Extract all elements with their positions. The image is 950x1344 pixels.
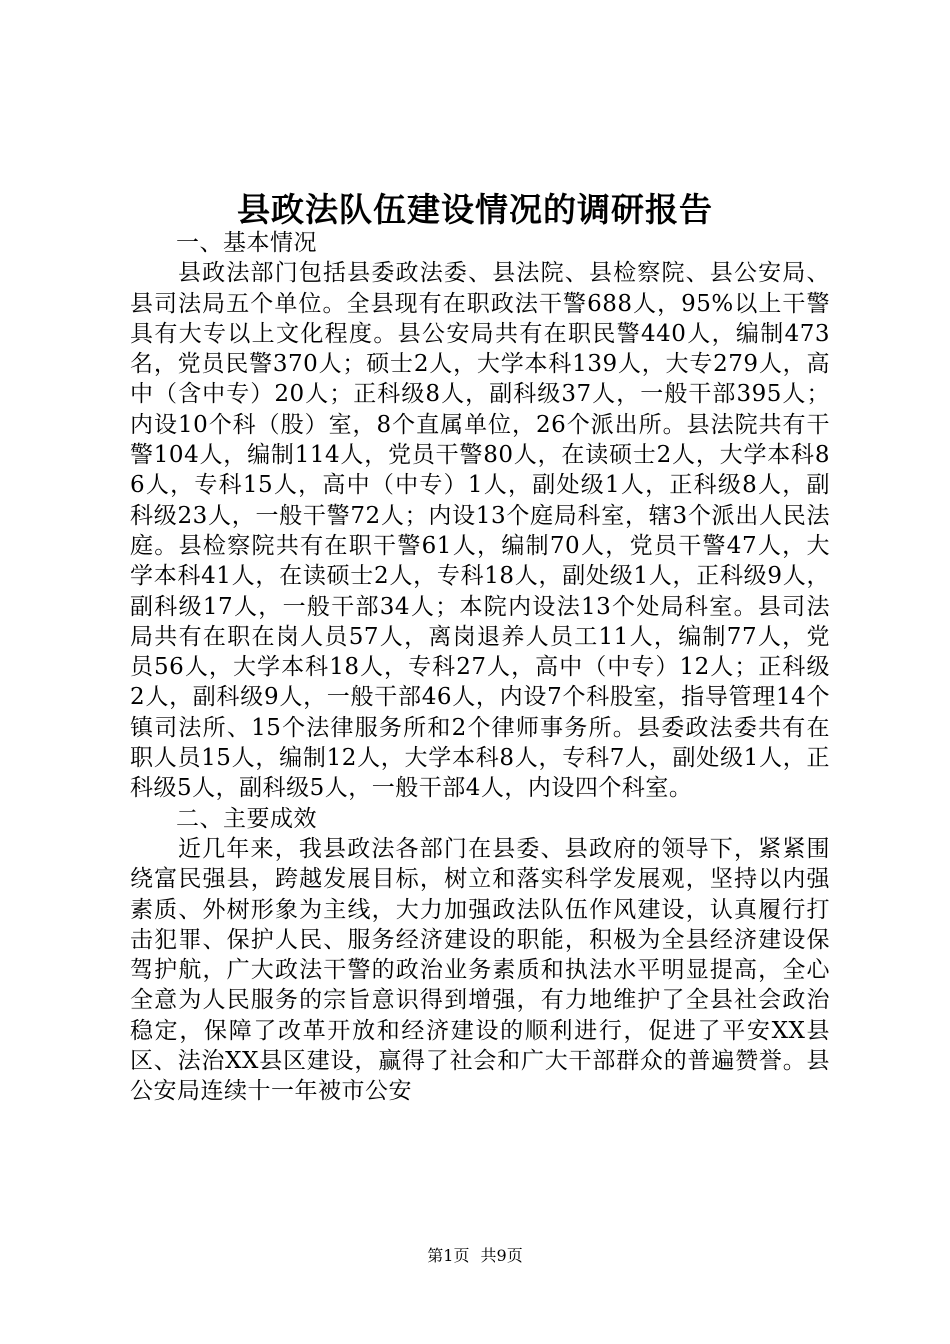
section-heading-main-results: 二、主要成效 (176, 805, 317, 832)
page-footer (0, 1245, 950, 1267)
section-paragraph-main-results: 近几年来，我县政法各部门在县委、县政府的领导下，紧紧围绕富民强县，跨越发展目标，树立和落实科学发展观，坚持以内强素质、外树形象为主线，大力加强政法队伍作风建设，认真履行打击犯罪、保护人民、服务经济建设的职能，积极为全县经济建设保驾护航，广大政法干警的政治业务素质和执法水平明显提高，全心全意为人民服务的宗旨意识得到增强，有力地维护了全县社会政治稳定，保障了改革开放和经济建设的顺利进行，促进了平安XX县区、法治XX县区建设，赢得了社会和广大干部群众的普遍赞誉。县公安局连续十一年被市公安 (130, 835, 830, 1105)
section-heading-basic-situation: 一、基本情况 (176, 230, 317, 256)
page-number: 第1页 (427, 1246, 470, 1265)
document-body (130, 228, 830, 1107)
document-title: 县政法队伍建设情况的调研报告 (237, 190, 713, 229)
page-total: 共9页 (480, 1246, 523, 1265)
section-paragraph-basic-situation: 县政法部门包括县委政法委、县法院、县检察院、县公安局、县司法局五个单位。全县现有在职政法干警688人，95%以上干警具有大专以上文化程度。县公安局共有在职民警440人，编制473名，党员民警370人；硕士2人，大学本科139人，大专279人，高中（含中专）20人；正科级8人，副科级37人，一般干部395人；内设10个科（股）室，8个直属单位，26个派出所。县法院共有干警104人，编制114人，党员干警80人，在读硕士2人，大学本科86人，专科15人，高中（中专）1人，副处级1人，正科级8人，副科级23人，一般干警72人；内设13个庭局科室，辖3个派出人民法庭。县检察院共有在职干警61人，编制70人，党员干警47人，大学本科41人，在读硕士2人，专科18人，副处级1人，正科级9人，副科级17人，一般干部34人；本院内设法13个处局科室。县司法局共有在职在岗人员57人，离岗退养人员工11人，编制77人，党员56人，大学本科18人，专科27人，高中（中专）12人；正科级2人，副科级9人，一般干部46人，内设7个科股室，指导管理14个镇司法所、15个法律服务所和2个律师事务所。县委政法委共有在职人员15人，编制12人，大学本科8人，专科7人，副处级1人，正科级5人，副科级5人，一般干部4人，内设四个科室。 (130, 260, 830, 802)
